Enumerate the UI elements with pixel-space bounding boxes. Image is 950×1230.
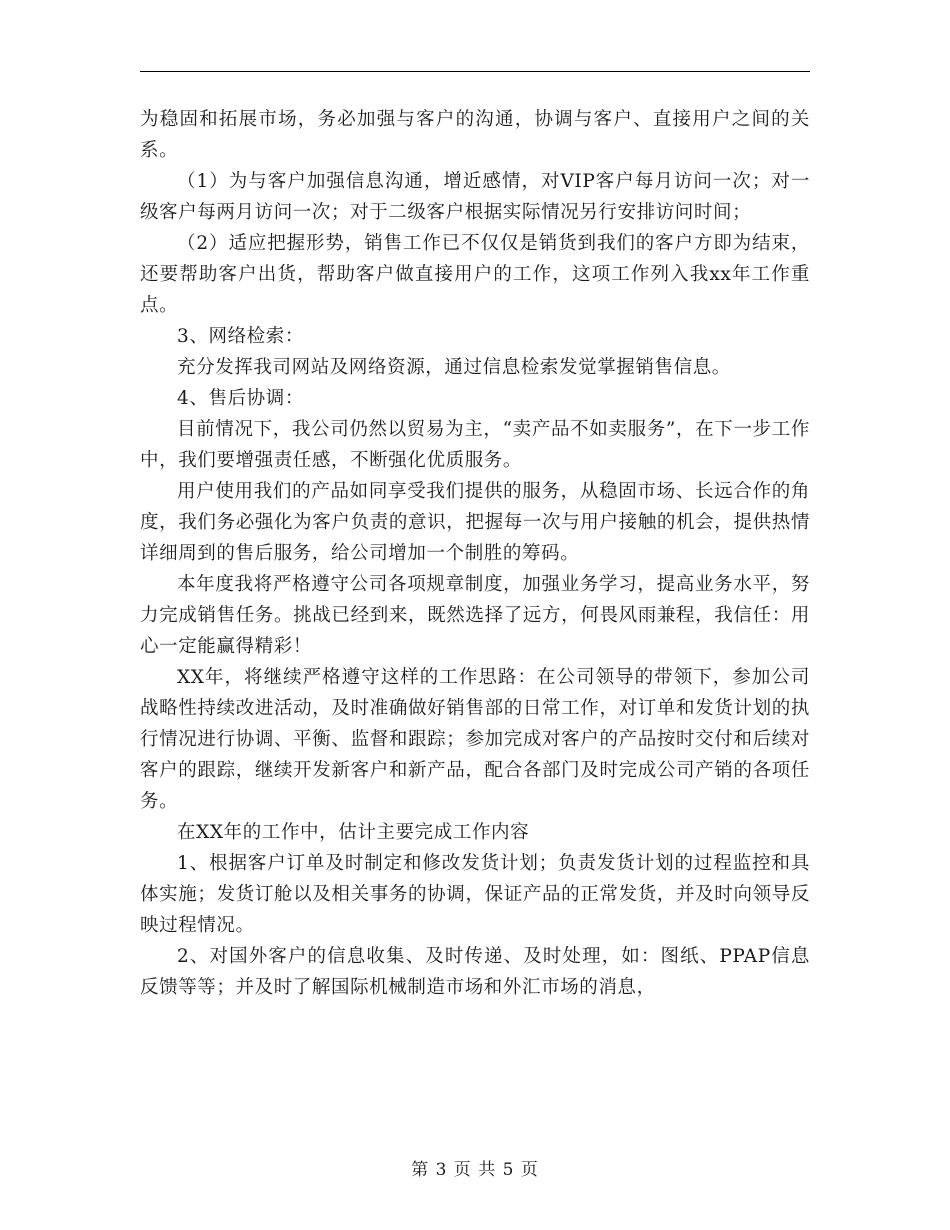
heading-network-search: 3、网络检索： — [177, 326, 304, 347]
paragraph-11: 在XX年的工作中，估计主要完成工作内容 — [177, 822, 530, 843]
paragraph-12: 1、根据客户订单及时制定和修改发货计划；负责发货计划的过程监控和具体实施；发货订舱以及相关事务的协调，保证产品的正常发货，并及时向领导反映过程情况。 — [140, 853, 810, 936]
paragraph-2: （1）为与客户加强信息沟通，增近感情，对VIP客户每月访问一次；对一级客户每两月访问一次；对于二级客户根据实际情况另行安排访问时间； — [140, 171, 810, 223]
paragraph-5: 充分发挥我司网站及网络资源，通过信息检索发觉掌握销售信息。 — [177, 357, 731, 378]
paragraph-1: 为稳固和拓展市场，务必加强与客户的沟通，协调与客户、直接用户之间的关系。 — [140, 109, 810, 161]
paragraph-3: （2）适应把握形势，销售工作已不仅仅是销货到我们的客户方即为结束，还要帮助客户出货，帮助客户做直接用户的工作，这项工作列入我xx年工作重点。 — [140, 233, 810, 316]
header-rule — [140, 71, 810, 72]
paragraph-13: 2、对国外客户的信息收集、及时传递、及时处理，如：图纸、PPAP信息反馈等等；并及时了解国际机械制造市场和外汇市场的消息， — [140, 946, 810, 998]
heading-after-sales: 4、售后协调： — [177, 388, 304, 409]
page-number-label: 第 3 页 共 5 页 — [411, 1160, 539, 1180]
paragraph-7: 目前情况下，我公司仍然以贸易为主，“卖产品不如卖服务”，在下一步工作中，我们要增强责任感，不断强化优质服务。 — [140, 419, 810, 471]
document-body — [140, 104, 810, 1003]
paragraph-8: 用户使用我们的产品如同享受我们提供的服务，从稳固市场、长远合作的角度，我们务必强化为客户负责的意识，把握每一次与用户接触的机会，提供热情详细周到的售后服务，给公司增加一个制胜的筹码。 — [140, 481, 810, 564]
page-footer — [0, 1155, 950, 1180]
paragraph-9: 本年度我将严格遵守公司各项规章制度，加强业务学习，提高业务水平，努力完成销售任务。挑战已经到来，既然选择了远方，何畏风雨兼程，我信任：用心一定能赢得精彩！ — [140, 574, 810, 657]
paragraph-10: XX年，将继续严格遵守这样的工作思路：在公司领导的带领下，参加公司战略性持续改进活动，及时准确做好销售部的日常工作，对订单和发货计划的执行情况进行协调、平衡、监督和跟踪；参加完成对客户的产品按时交付和后续对客户的跟踪，继续开发新客户和新产品，配合各部门及时完成公司产销的各项任务。 — [140, 667, 810, 812]
